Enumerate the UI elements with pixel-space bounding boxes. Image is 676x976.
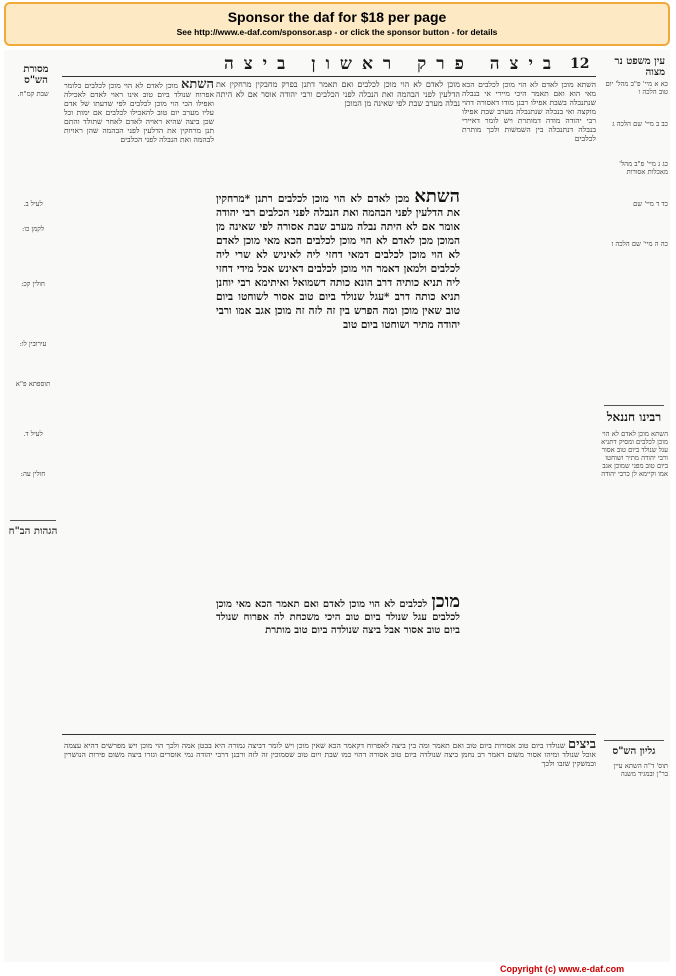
lower-commentary-text: שנולדו ביום טוב אסורות ביום טוב ואם תאמר ומה בין ביצה לאפרוח דקאמר הכא שאין מוכן ויש לומר דביצה גמורה היא בבטן אמה ולכך הוי מוכן ויש מפרשים דהיא עצמה אוכל שנולד ומיהו אסור משום דאמר רב נחמן ביצה שנולדה ביום טוב אסורה דהוי כמו שבת ויום טוב שסמוכין זה לזה ורבנן דרבי יהודה נמי אוסרים וגזרו ביצה משום פירות הנושרין ובמשקין שזבו ולכך [64,741,596,768]
sponsor-title[interactable]: Sponsor the daf for $18 per page [227,9,447,25]
ein-mishpat-entry: כה ה מיי' שם הלכה ז [611,240,668,248]
hagahot-title: הגהות הב"ח [8,526,58,537]
gilyon-title: גליון הש"ס [612,746,656,757]
lower-rule [62,734,596,735]
ein-mishpat-entry: כא א מיי' פ"ב מהל' יום טוב הלכה ו [605,80,668,96]
gilyon-text: תוס' ד"ה השתא עיין בר"ן ובמגיד משנה [613,762,668,778]
running-title: ביצה פרק ראשון ביצה [224,54,562,74]
rabbenu-chananel-title: רבינו חננאל [606,410,662,424]
margin-ref: שבת קמ"ח. [17,90,49,98]
talmud-page [4,50,670,962]
header-rule [62,76,596,77]
rabbenu-chananel-text: השתא מוכן לאדם לא הוי מוכן לכלבים ומסיק דתניא עגל שנולד ביום טוב אסור ורבי יהודה מתיר ושוחטו ביום טוב מפני שמוכן אגב אמו וקיימא לן כרבי יהודה [601,430,668,478]
lower-commentary [64,740,596,955]
commentary-top [216,80,460,188]
gemara-opening-word: השתא [414,190,460,207]
gemara-text-block [216,190,460,585]
gemara-text: מכן לאדם לא הוי מוכן לכלבים רתנן *מרחקין את הדלעין לפני הבהמה ואת הנבלה לפני הכלבים רבי יהודה אומר אם לא היתה נבלה מערב שבת אסורה לפי שאינה מן המוכן מכן לאדם לא הוי מוכן לכלבים הכא מאי מוכן לאדם לא הוי מוכן לכלבים דמאי דחזי ליה לאיניש לא שרי ליה לכלבים ולמאן דאמר הוי מוכן לכלבים דאינש אכל מידי דחזי ליה תניא כותיה דרב הונא כותה דשמואל ואיתימא רבי יוחנן תניא כותה דרב *עגל שנולד ביום טוב אסור לשוחטו ביום טוב שאין מוכן ומה הפרש בין זה לזה זה מוכן אגב אמו ורבי יהודה מתיר ושוחטו ביום טוב [216,193,460,331]
commentary-top-text: מוכן לאדם לא הוי מוכן לכלבים ואם תאמר דתנן בפרק מחבקין מרחקין את הדלעין לפני הבהמה ואת הנבלה לפני הכלבים ורבי יהודה אוסר אם לא היתה נבלה מערב שבת לפי שאינה מן המוכן [216,80,460,108]
gemara-lower-text: לכלבים לא הוי מוכן לאדם ואם תאמר הכא מאי מוכן לכלבים עגל שנולד ביום טוב היכי משכחת לה אפרוח שנולד ביום טוב אסור אבל ביצה שנולדה ביום טוב מותרת [216,599,460,636]
page-number: 12 [570,56,590,72]
ein-mishpat-entry: כב ב מיי' שם הלכה ג [612,120,668,128]
margin-ref: עירובין לו: [19,340,47,348]
ein-mishpat-entry: כג ג מיי' פ"ב מהל' מאכלות אסורות [619,160,668,176]
divider [604,405,664,406]
rashbam-text: מוכן לאדם לא הוי מוכן לכלבים כלומר אפרוח שנולד ביום טוב אינו ראוי לאדם לאכילה ואפילו הכי הוי מוכן לכלבים לפי שדעתו של אדם עליו מערב יום טוב להאכילו לכלבים אם ימות וכל שכן ביצה שהיא ראויה לאדם לאחר שתולד והתם תנן מרחקין את הדלעין לפני הבהמה שהן ראויות לבהמה ואת הנבלה לפני הכלבים [64,81,214,144]
mesoret-heading: מסורת הש"ס [23,64,49,86]
gemara-lower-opening-word: מוכן [431,595,460,612]
ein-mishpat-heading: עין משפט נר מצוה [614,56,665,78]
divider [604,740,664,741]
margin-ref: חולין עה: [20,470,46,478]
gemara-lower-block [216,595,460,735]
margin-ref: לעיל ד. [23,430,43,438]
tosafot-commentary [462,80,596,735]
margin-ref: תוספתא פ"א [15,380,51,388]
rashbam-commentary [64,80,214,735]
divider [10,520,56,521]
sponsor-subtitle: See http://www.e-daf.com/sponsor.asp - or click the sponsor button - for details [176,27,498,37]
tosafot-text: השתא מוכן לאדם לא הוי מוכן לכלבים הכא מאי הוא ואם תאמר היכי מיירי אי בנבלה שנתנבלה בשבת אפילו רבנן מודו דאסורה דהוי מוקצה ואי בנבלה שנתנבלה מערב שבת אפילו רבי יהודה מודה דמותרת ויש לומר דאיירי בנבלה דנתנבלה בין השמשות ולכך מותרת לכלבים [462,80,596,143]
margin-ref: חולין קכ: [21,280,45,288]
margin-ref: לעיל ב. [23,200,43,208]
margin-ref: לקמן כו: [21,225,45,233]
ein-mishpat-entry: כד ד מיי' שם [633,200,668,208]
sponsor-banner[interactable] [4,2,670,46]
rashbam-opening-word: השתא [181,80,214,92]
copyright-notice[interactable]: Copyright (c) www.e-daf.com [500,964,625,974]
lower-commentary-opening-word: ביצים [567,740,596,752]
